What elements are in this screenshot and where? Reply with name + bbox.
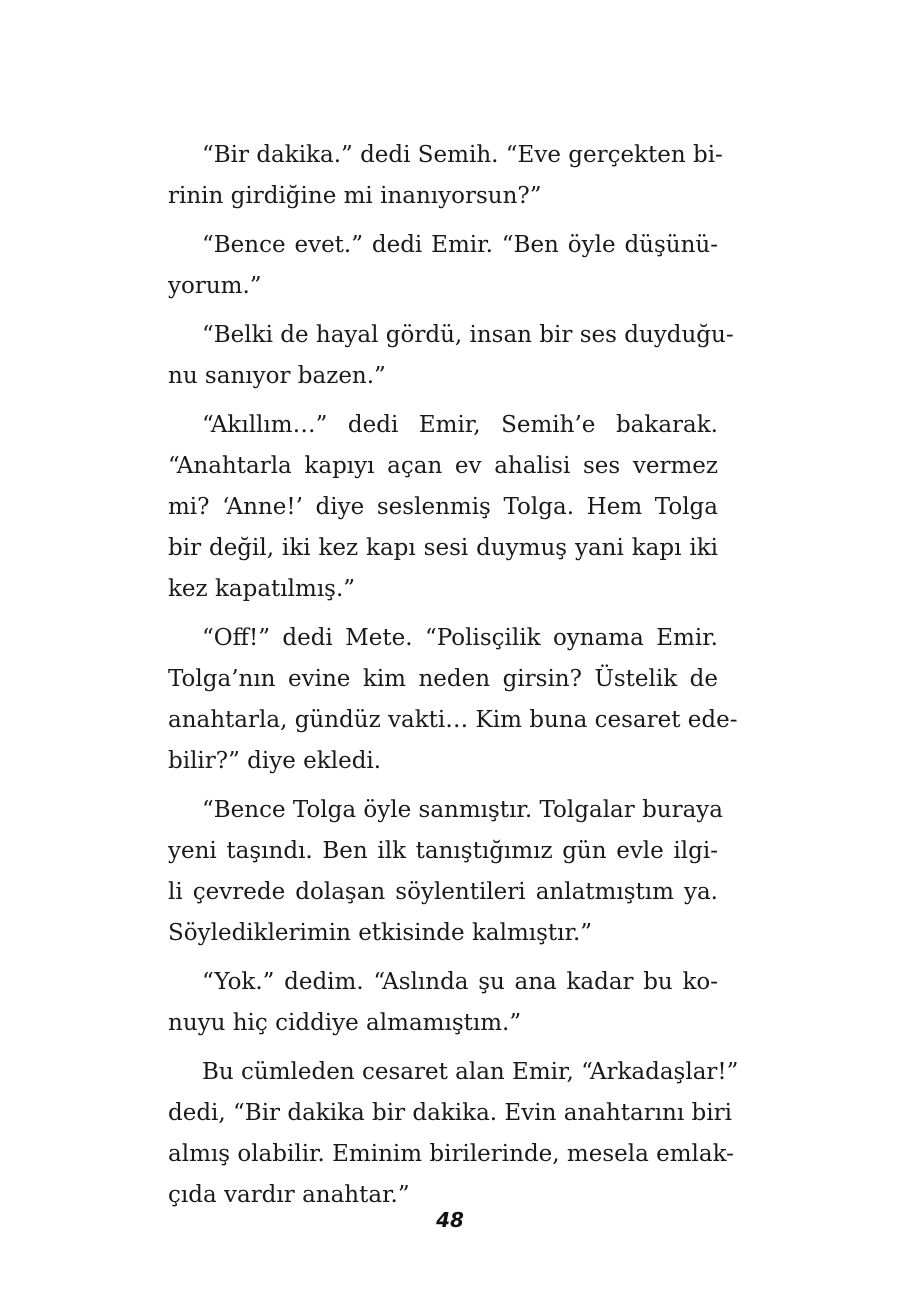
text-line: Söylediklerimin etkisinde kalmıştır.” [168, 920, 593, 946]
text-line: bilir?” diye ekledi. [168, 748, 382, 774]
text-line: bir değil, iki kez kapı sesi duymuş yani kapı iki [168, 535, 718, 561]
paragraph [168, 315, 734, 397]
text-line: mi? ‘Anne!’ diye seslenmiş Tolga. Hem Tolga [168, 494, 718, 520]
text-line: “Bence evet.” dedi Emir. “Ben öyle düşünü- [202, 232, 718, 258]
text-line: nuyu hiç ciddiye almamıştım.” [168, 1010, 522, 1036]
body-text [168, 135, 739, 1216]
paragraph [168, 962, 718, 1044]
paragraph [168, 405, 718, 610]
text-line: “Off!” dedi Mete. “Polisçilik oynama Emir. [202, 625, 718, 651]
paragraph [168, 225, 718, 307]
text-line: Bu cümleden cesaret alan Emir, “Arkadaşlar!” [202, 1059, 739, 1085]
text-line: rinin girdiğine mi inanıyorsun?” [168, 183, 542, 209]
text-line: “Anahtarla kapıyı açan ev ahalisi ses vermez [168, 453, 718, 479]
page-number: 48 [436, 1208, 464, 1232]
text-line: “Bence Tolga öyle sanmıştır. Tolgalar buraya [202, 797, 724, 823]
paragraph [168, 1052, 739, 1216]
text-line: “Akıllım…” dedi Emir, Semih’e bakarak. [202, 412, 718, 438]
paragraph [168, 135, 723, 217]
text-line: yeni taşındı. Ben ilk tanıştığımız gün evle ilgi- [168, 838, 718, 864]
text-line: “Belki de hayal gördü, insan bir ses duyduğu- [202, 322, 734, 348]
text-line: nu sanıyor bazen.” [168, 363, 386, 389]
text-line: “Yok.” dedim. “Aslında şu ana kadar bu ko- [202, 969, 718, 995]
text-line: yorum.” [168, 273, 262, 299]
text-line: Tolga’nın evine kim neden girsin? Üstelik de [168, 666, 718, 692]
paragraph [168, 790, 724, 954]
text-line: almış olabilir. Eminim birilerinde, mesela emlak- [168, 1141, 734, 1167]
text-line: dedi, “Bir dakika bir dakika. Evin anahtarını biri [168, 1100, 732, 1126]
text-line: “Bir dakika.” dedi Semih. “Eve gerçekten bi- [202, 142, 723, 168]
text-line: kez kapatılmış.” [168, 576, 356, 602]
text-line: anahtarla, gündüz vakti… Kim buna cesaret ede- [168, 707, 738, 733]
paragraph [168, 618, 738, 782]
text-line: çıda vardır anahtar.” [168, 1182, 410, 1208]
text-line: li çevrede dolaşan söylentileri anlatmıştım ya. [168, 879, 718, 905]
